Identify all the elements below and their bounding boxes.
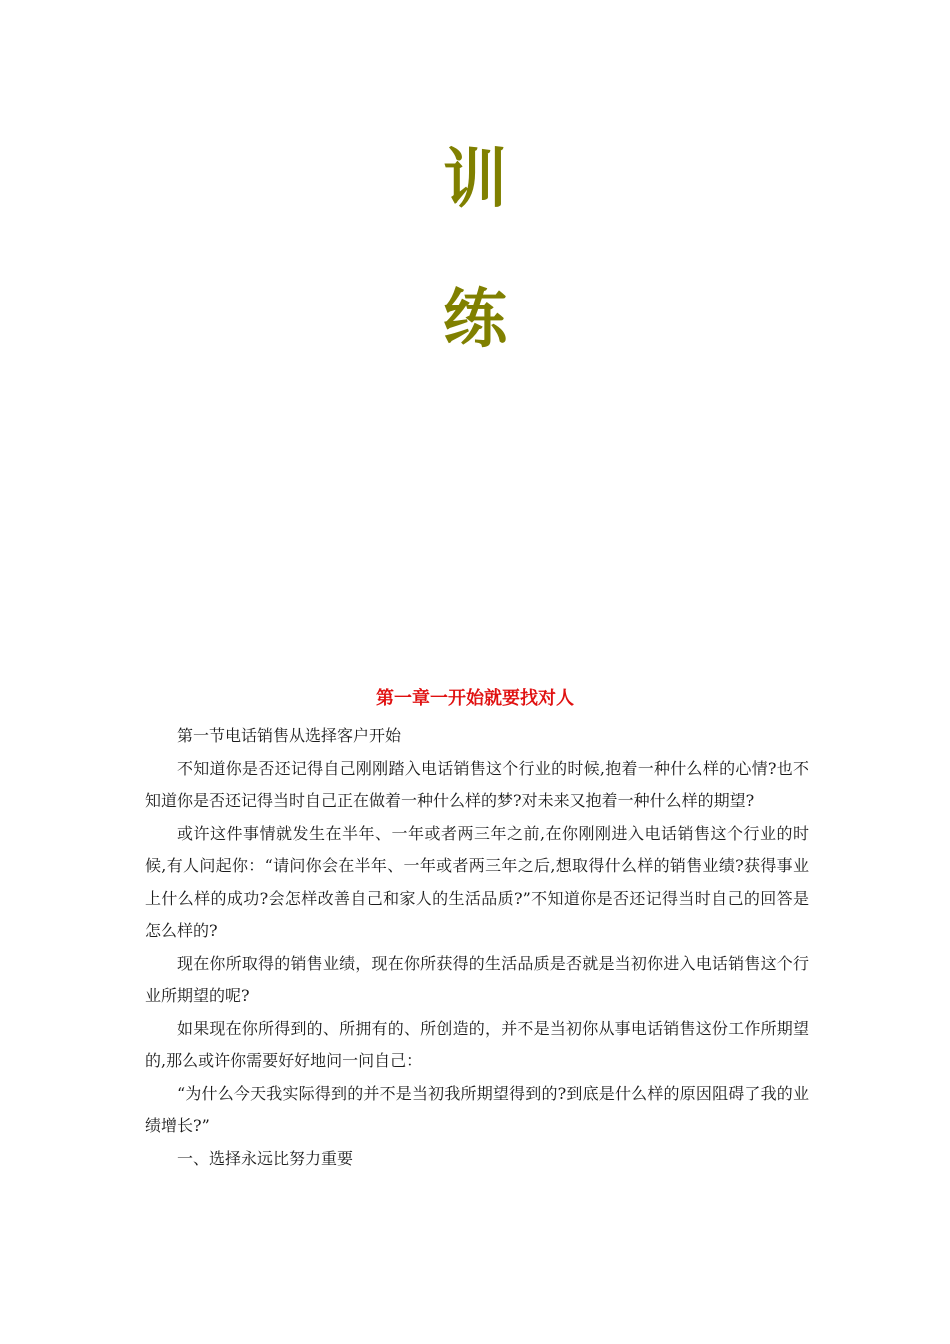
cover-title-char-2: 练 — [443, 283, 507, 357]
paragraph: 或许这件事情就发生在半年、一年或者两三年之前,在你刚刚进入电话销售这个行业的时候,有人问起你：“请问你会在半年、一年或者两三年之后,想取得什么样的销售业绩?获得事业上什么样的成功?会怎样改善自己和家人的生活品质?”不知道你是否还记得当时自己的回答是怎么样的? — [145, 823, 809, 940]
subsection-heading: 一、选择永远比努力重要 — [177, 1148, 354, 1168]
section-heading: 第一节电话销售从选择客户开始 — [177, 726, 402, 745]
paragraph: 现在你所取得的销售业绩，现在你所获得的生活品质是否就是当初你进入电话销售这个行业所期望的呢? — [145, 953, 809, 1005]
chapter-title: 第一章一开始就要找对人 — [376, 688, 574, 709]
body-text — [145, 720, 809, 1175]
paragraph: 如果现在你所得到的、所拥有的、所创造的，并不是当初你从事电话销售这份工作所期望的,那么或许你需要好好地问一问自己： — [145, 1018, 809, 1070]
paragraph: 不知道你是否还记得自己刚刚踏入电话销售这个行业的时候,抱着一种什么样的心情?也不知道你是否还记得当时自己正在做着一种什么样的梦?对未来又抱着一种什么样的期望? — [145, 758, 809, 810]
quote-paragraph: “为什么今天我实际得到的并不是当初我所期望得到的?到底是什么样的原因阻碍了我的业绩增长?” — [145, 1083, 809, 1135]
cover-title-char-1: 训 — [443, 143, 507, 217]
